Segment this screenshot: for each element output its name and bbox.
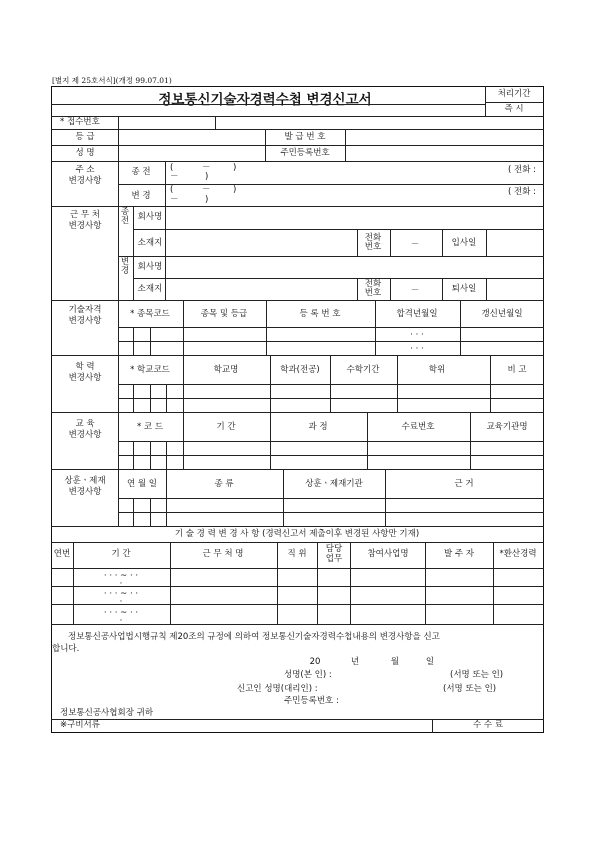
qualification-section-label: 기술자격 xyxy=(68,305,102,315)
training-code-header: * 코 드 xyxy=(136,422,164,432)
agent-sign-label: (서명 또는 인) xyxy=(443,684,497,694)
workplace-before-location-label: 소재지 xyxy=(137,238,163,248)
processing-line xyxy=(485,102,544,103)
career-project-header: 참여사업명 xyxy=(367,549,409,559)
page-title: 정보통신기술자경력수첩 변경신고서 xyxy=(158,92,372,108)
leave-date-label: 퇴사일 xyxy=(451,284,477,294)
career-converted-header: *환산경력 xyxy=(499,549,537,559)
workplace-before-label-2: 전 xyxy=(120,216,130,226)
applicant-sign-label: (서명 또는 인) xyxy=(450,670,504,680)
declaration-resident-number: 주민등록번호 : xyxy=(284,696,339,706)
career-row1-period-2: · xyxy=(119,579,123,589)
address-before-paren-close-2: ) xyxy=(205,172,209,182)
declaration-day: 일 xyxy=(425,657,435,667)
career-seq-header: 연번 xyxy=(53,549,71,559)
career-duty-header: 담당 xyxy=(325,544,343,554)
address-after-dash-2: － xyxy=(170,195,179,205)
education-section-label: 학 력 xyxy=(75,362,95,372)
address-before-dash-2: － xyxy=(170,172,179,182)
recipient-label: 정보통신공사협회장 귀하 xyxy=(60,708,154,718)
workplace-before-phone-label: 전화 xyxy=(364,233,382,243)
address-after-label: 변 경 xyxy=(131,191,151,201)
career-section-title: 기 술 경 력 변 경 사 항 (경력신고서 제출이후 변경된 사항만 기재) xyxy=(174,529,420,539)
awards-basis-header: 근 거 xyxy=(454,479,474,489)
applicant-name-label: 성명(본 인) : xyxy=(284,670,332,680)
workplace-after-phone-label: 전화 xyxy=(364,279,382,289)
qualification-regno-header: 등 록 번 호 xyxy=(299,309,341,319)
form-number-label: [별지 제 25호서식](개정 99.07.01) xyxy=(52,76,172,85)
address-after-paren-close-2: ) xyxy=(205,195,209,205)
qualification-code-header: * 종목코드 xyxy=(130,309,170,319)
workplace-section-label: 근 무 처 xyxy=(69,210,101,220)
career-row1-period: · · · ~ · · xyxy=(103,571,139,581)
workplace-after-company-label: 회사명 xyxy=(137,262,163,272)
title-bottom-line xyxy=(51,104,485,105)
training-institute-header: 교육기관명 xyxy=(486,422,528,432)
address-before-phone: ( 전화 : xyxy=(508,165,537,175)
awards-type-header: 종 류 xyxy=(214,479,234,489)
qualification-date-dots-2: · · · xyxy=(410,344,424,354)
career-row2-period-2: · xyxy=(119,597,123,607)
declaration-year-unit: 년 xyxy=(350,657,360,667)
address-section-label-2: 변경사항 xyxy=(68,176,102,186)
processing-period-label: 처리기간 xyxy=(497,89,531,99)
grade-label: 등 급 xyxy=(75,132,95,142)
training-course-header: 과 정 xyxy=(308,422,328,432)
career-workplace-header: 근 무 처 명 xyxy=(202,549,244,559)
education-section-label-2: 변경사항 xyxy=(68,373,102,383)
workplace-before-company-label: 회사명 xyxy=(137,212,163,222)
education-note-header: 비 고 xyxy=(507,365,527,375)
address-after-paren-open: ( xyxy=(170,185,174,195)
training-cert-no-header: 수료번호 xyxy=(401,422,435,432)
address-before-label: 종 전 xyxy=(131,167,151,177)
career-client-header: 발 주 자 xyxy=(443,549,475,559)
education-school-header: 학교명 xyxy=(213,365,239,375)
career-period-header: 기 간 xyxy=(111,549,131,559)
agent-name-label: 신고인 성명(대리인) : xyxy=(237,684,318,694)
address-after-paren-close: ) xyxy=(233,185,237,195)
issue-number-label: 발 급 번 호 xyxy=(284,132,326,142)
awards-date-header: 연 월 일 xyxy=(126,479,158,489)
fee-label: 수 수 료 xyxy=(472,720,504,730)
career-duty-header-2: 업무 xyxy=(325,554,343,564)
declaration-text: 정보통신공사업법시행규칙 제20조의 규정에 의하여 정보통신기술자경력수첩내용의 변경사항을 신고 xyxy=(68,632,440,642)
training-period-header: 기 간 xyxy=(216,422,236,432)
address-before-dash: － xyxy=(202,163,211,173)
workplace-before-label: 종 xyxy=(120,207,130,217)
education-major-header: 학과(전공) xyxy=(280,365,320,375)
workplace-before-phone-dash: － xyxy=(410,240,420,250)
address-before-paren-open: ( xyxy=(170,163,174,173)
workplace-after-label: 변 xyxy=(120,257,130,267)
training-section-label: 교 육 xyxy=(75,419,95,429)
processing-divider xyxy=(485,86,486,116)
workplace-after-location-label: 소재지 xyxy=(137,284,163,294)
qualification-pass-date-header: 합격년월일 xyxy=(396,309,438,319)
processing-period-value: 즉 시 xyxy=(504,104,524,114)
workplace-after-label-2: 경 xyxy=(120,266,130,276)
qualification-date-dots: · · · xyxy=(410,330,424,340)
qualification-section-label-2: 변경사항 xyxy=(68,316,102,326)
education-degree-header: 학위 xyxy=(428,365,446,375)
address-after-dash: － xyxy=(202,185,211,195)
awards-authority-header: 상훈ㆍ제재기관 xyxy=(305,479,363,489)
qualification-type-header: 종목 및 등급 xyxy=(200,309,248,319)
qualification-renew-date-header: 갱신년월일 xyxy=(481,309,523,319)
education-school-code-header: * 학교코드 xyxy=(130,365,170,375)
awards-section-label: 상훈ㆍ제재 xyxy=(64,476,106,486)
receipt-number-label: * 접수번호 xyxy=(60,117,100,127)
training-section-label-2: 변경사항 xyxy=(68,430,102,440)
awards-section-label-2: 변경사항 xyxy=(68,487,102,497)
workplace-after-phone-label-2: 번호 xyxy=(364,288,382,298)
workplace-before-phone-label-2: 번호 xyxy=(364,242,382,252)
address-section-label: 주 소 xyxy=(75,165,95,175)
required-documents-label: ※구비서류 xyxy=(60,720,100,730)
career-row3-period: · · · ~ · · xyxy=(103,608,139,618)
career-position-header: 직 위 xyxy=(287,549,307,559)
declaration-text-2: 합니다. xyxy=(52,644,80,654)
education-period-header: 수학기간 xyxy=(346,365,380,375)
name-label: 성 명 xyxy=(75,148,95,158)
workplace-section-label-2: 변경사항 xyxy=(68,221,102,231)
declaration-month: 월 xyxy=(390,657,400,667)
join-date-label: 입사일 xyxy=(451,238,477,248)
declaration-year: 20 xyxy=(309,657,321,667)
address-before-paren-close: ) xyxy=(233,163,237,173)
workplace-after-phone-dash: － xyxy=(410,286,420,296)
resident-number-label: 주민등록번호 xyxy=(280,148,330,158)
address-after-phone: ( 전화 : xyxy=(508,187,537,197)
career-row3-period-2: · xyxy=(119,616,123,626)
career-row2-period: · · · ~ · · xyxy=(103,589,139,599)
